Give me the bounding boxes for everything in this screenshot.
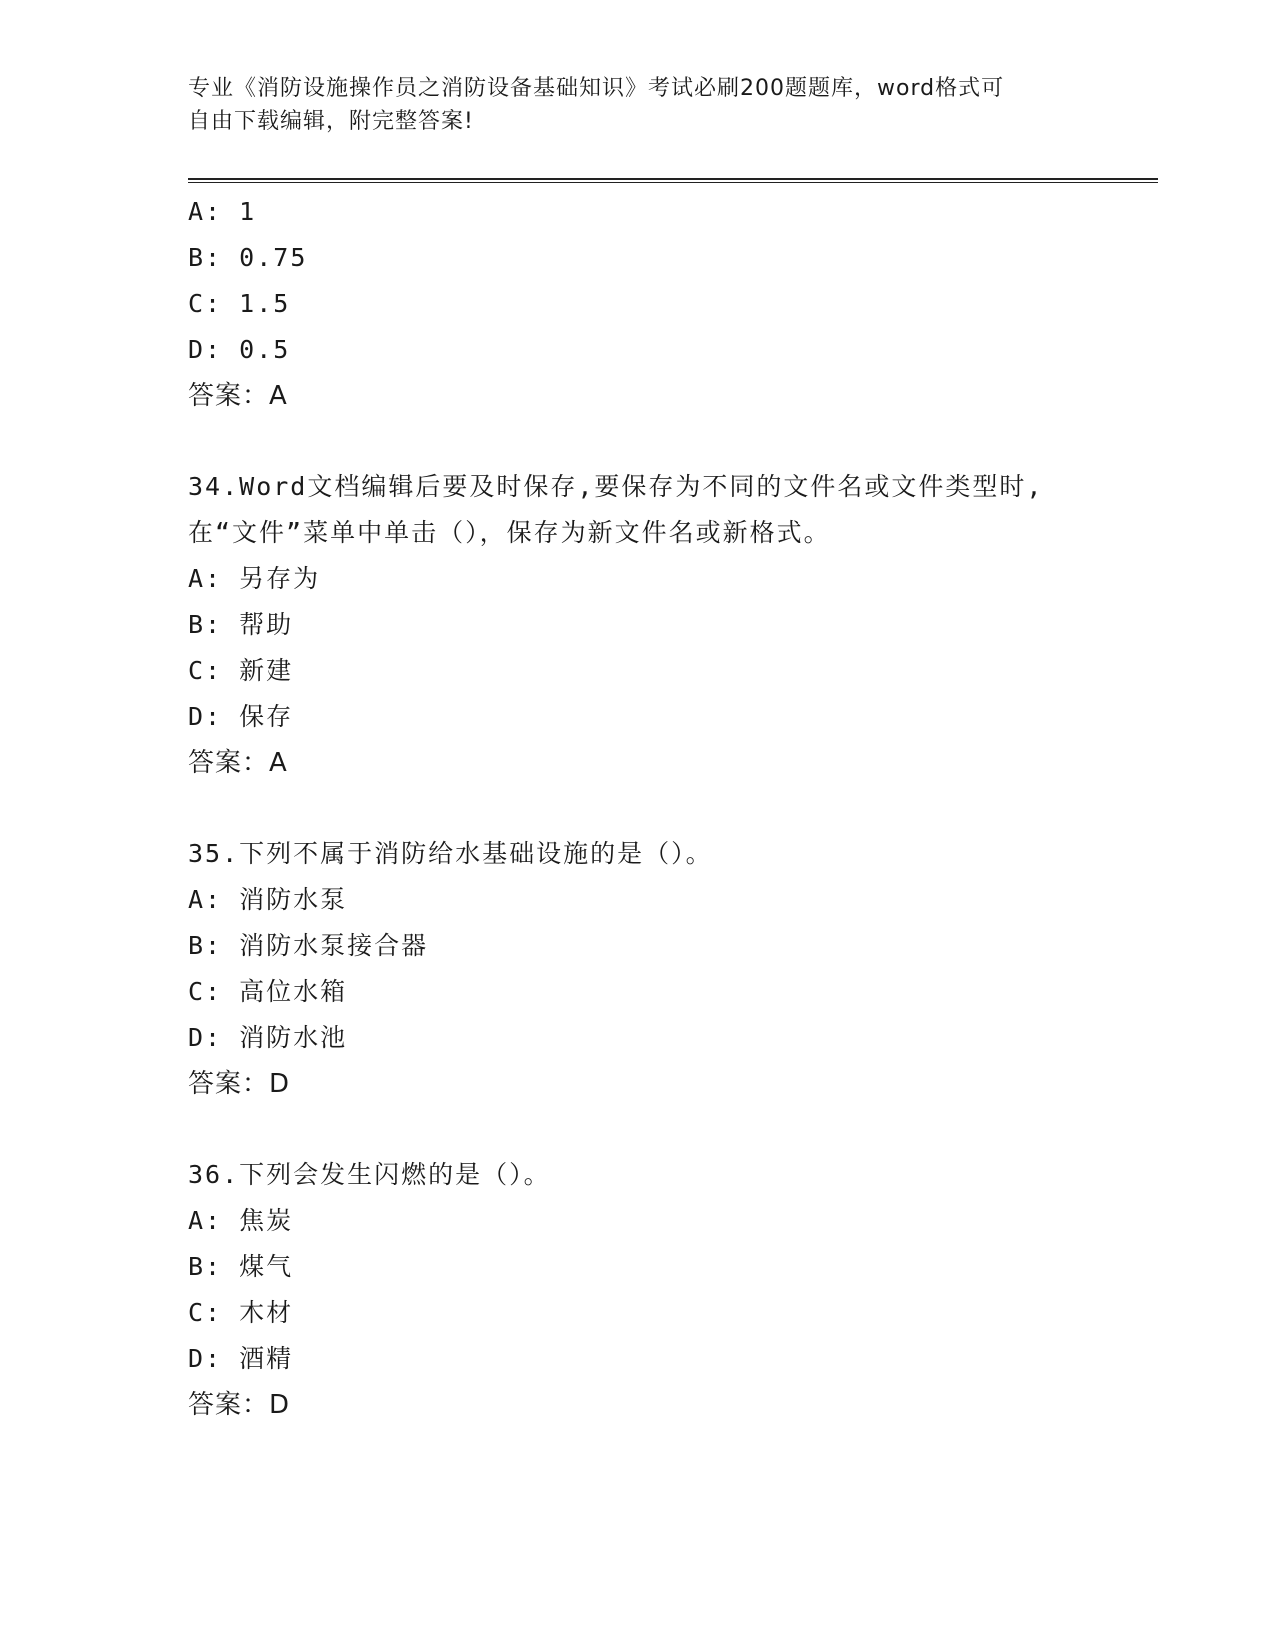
- option-b: B: 煤气: [188, 1252, 294, 1281]
- option-a: A: 焦炭: [188, 1206, 294, 1235]
- option-d: D: 0.5: [188, 335, 291, 364]
- option-c: C: 新建: [188, 656, 294, 685]
- header-line-1: 专业《消防设施操作员之消防设备基础知识》考试必刷200题题库，word格式可: [188, 76, 1005, 101]
- option-b: B: 消防水泵接合器: [188, 931, 429, 960]
- header-divider: [188, 178, 1158, 183]
- question-text: 34.Word文档编辑后要及时保存,要保存为不同的文件名或文件类型时,: [188, 472, 1044, 501]
- answer-line: 答案：A: [188, 748, 288, 778]
- question-text: 36.下列会发生闪燃的是（）。: [188, 1160, 551, 1189]
- answer-line: 答案：A: [188, 381, 288, 411]
- answer-line: 答案：D: [188, 1390, 291, 1420]
- header-line-2: 自由下载编辑，附完整答案!: [188, 109, 474, 134]
- question-list: [188, 189, 1168, 1428]
- question-text: 35.下列不属于消防给水基础设施的是（）。: [188, 839, 713, 868]
- option-d: D: 酒精: [188, 1344, 294, 1373]
- option-a: A: 1: [188, 197, 257, 226]
- option-a: A: 消防水泵: [188, 885, 348, 914]
- option-a: A: 另存为: [188, 564, 321, 593]
- question-text-continued: 在“文件”菜单中单击（），保存为新文件名或新格式。: [188, 518, 831, 547]
- question-36: [188, 1152, 1168, 1428]
- option-b: B: 0.75: [188, 243, 308, 272]
- option-c: C: 1.5: [188, 289, 291, 318]
- option-c: C: 木材: [188, 1298, 294, 1327]
- answer-line: 答案：D: [188, 1069, 291, 1099]
- option-d: D: 消防水池: [188, 1023, 348, 1052]
- option-d: D: 保存: [188, 702, 294, 731]
- question-34: [188, 464, 1168, 786]
- option-c: C: 高位水箱: [188, 977, 348, 1006]
- question-35: [188, 831, 1168, 1107]
- document-header: [188, 72, 1088, 138]
- question-fragment: [188, 189, 1168, 419]
- option-b: B: 帮助: [188, 610, 294, 639]
